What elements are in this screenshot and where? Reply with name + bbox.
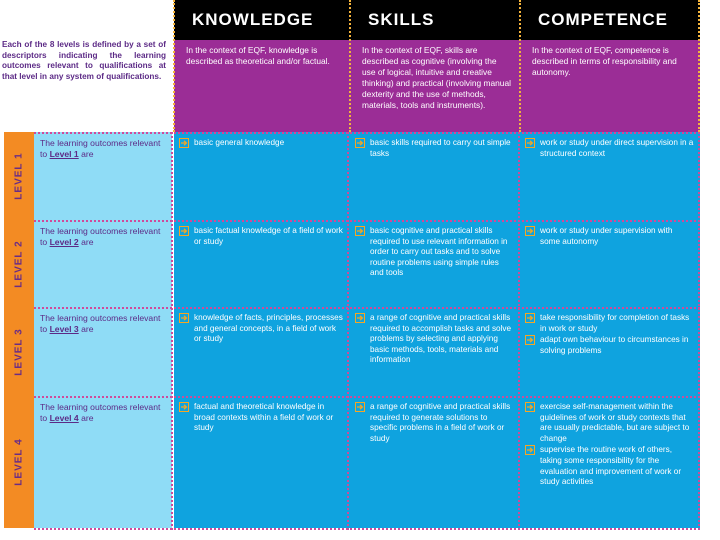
lo-level-link: Level 2 [49,237,79,247]
competence-cell [520,396,700,528]
knowledge-descriptor-text: factual and theoretical knowledge in broad contexts within a field of work or study [194,402,334,433]
row-divider [34,396,700,398]
row-divider [34,307,700,309]
knowledge-cell [174,396,350,528]
column-header-competence [520,0,700,40]
header-divider [698,0,700,132]
column-divider [171,132,173,530]
skills-descriptor [370,226,514,279]
column-divider [518,132,520,530]
competence-descriptor-text: work or study under direct supervision in a structured context [540,138,694,158]
arrow-right-icon [355,138,365,148]
lo-level-link: Level 4 [49,413,79,423]
arrow-right-icon [525,226,535,236]
skills-descriptor [370,138,514,159]
skills-cell [350,132,520,220]
skills-descriptor-text: a range of cognitive and practical skills required to accomplish tasks and solve problems by selecting and applying basic methods, tools, materials and information [370,313,512,365]
level-tab [4,132,34,220]
learning-outcome-intro [34,307,172,396]
lo-suffix: are [78,413,94,423]
lo-level-link: Level 3 [49,324,79,334]
competence-descriptor-text: exercise self-management within the guidelines of work or study contexts that are usually predictable, but are subject to change [540,402,690,443]
skills-cell [350,307,520,396]
lo-suffix: are [78,324,94,334]
arrow-right-icon [525,138,535,148]
skills-cell [350,396,520,528]
competence-descriptor [540,335,694,356]
competence-cell [520,132,700,220]
skills-descriptor-text: basic skills required to carry out simple tasks [370,138,511,158]
competence-descriptor [540,445,694,487]
column-title: KNOWLEDGE [192,10,314,29]
level-label: LEVEL 1 [13,152,25,200]
arrow-right-icon [525,335,535,345]
knowledge-descriptor-text: basic general knowledge [194,138,285,147]
knowledge-description: In the context of EQF, knowledge is described as theoretical and/or factual. [174,40,350,132]
skills-descriptor [370,313,514,366]
intro-text: Each of the 8 levels is defined by a set of descriptors indicating the learning outcomes relevant to qualifications at that level in any system of qualifications. [2,40,166,81]
arrow-right-icon [525,445,535,455]
lo-suffix: are [78,149,94,159]
arrow-right-icon [355,226,365,236]
competence-descriptor [540,402,694,444]
knowledge-descriptor [194,226,344,247]
column-divider [698,132,700,530]
arrow-right-icon [355,313,365,323]
lo-prefix: The learning outcomes relevant to [40,402,161,423]
header-divider [349,0,351,132]
column-title: SKILLS [368,10,435,29]
header-divider [173,0,175,132]
lo-prefix: The learning outcomes relevant to [40,313,161,334]
competence-cell [520,220,700,307]
knowledge-cell [174,307,350,396]
skills-descriptor-text: a range of cognitive and practical skills required to generate solutions to specific problems in a field of work or study [370,402,511,443]
knowledge-descriptor-text: knowledge of facts, principles, processes and general concepts, in a field of work or study [194,313,343,344]
competence-descriptor-text: work or study under supervision with some autonomy [540,226,673,246]
competence-descriptor [540,138,694,159]
arrow-right-icon [525,402,535,412]
competence-descriptor-text: supervise the routine work of others, taking some responsibility for the evaluation and improvement of work or study activities [540,445,682,487]
knowledge-descriptor-text: basic factual knowledge of a field of work or study [194,226,343,246]
competence-cell [520,307,700,396]
learning-outcome-intro [34,132,172,220]
lo-suffix: are [78,237,94,247]
level-label: LEVEL 2 [13,239,25,288]
arrow-right-icon [525,313,535,323]
arrow-right-icon [179,402,189,412]
competence-descriptor-text: adapt own behaviour to circumstances in solving problems [540,335,689,355]
learning-outcome-intro [34,220,172,307]
skills-descriptor-text: basic cognitive and practical skills required to use relevant information in order to carry out tasks and to solve routine problems using simple rules and tools [370,226,508,278]
learning-outcome-intro [34,396,172,528]
column-header-knowledge [174,0,350,40]
knowledge-descriptor [194,313,344,345]
level-tab [4,220,34,307]
header-divider [519,0,521,132]
knowledge-cell [174,132,350,220]
column-header-skills [350,0,520,40]
arrow-right-icon [355,402,365,412]
arrow-right-icon [179,313,189,323]
skills-cell [350,220,520,307]
skills-descriptor [370,402,514,444]
row-divider [34,528,700,530]
competence-descriptor-text: take responsibility for completion of tasks in work or study [540,313,690,333]
competence-descriptor [540,226,694,247]
knowledge-cell [174,220,350,307]
arrow-right-icon [179,226,189,236]
lo-level-link: Level 1 [49,149,79,159]
lo-prefix: The learning outcomes relevant to [40,138,161,159]
row-divider [34,132,700,134]
knowledge-descriptor [194,402,344,434]
knowledge-descriptor [194,138,344,149]
skills-description: In the context of EQF, skills are described as cognitive (involving the use of logical, intuitive and creative thinking) and practical (involving manual dexterity and the use of methods, materials, tools and instruments). [350,40,520,132]
row-divider [34,220,700,222]
level-tab [4,307,34,396]
competence-descriptor [540,313,694,334]
competence-description: In the context of EQF, competence is described in terms of responsibility and autonomy. [520,40,700,132]
lo-prefix: The learning outcomes relevant to [40,226,161,247]
column-divider [347,132,349,530]
arrow-right-icon [179,138,189,148]
level-label: LEVEL 3 [13,327,25,376]
level-tab [4,396,34,528]
column-title: COMPETENCE [538,10,668,29]
level-label: LEVEL 4 [13,438,25,486]
